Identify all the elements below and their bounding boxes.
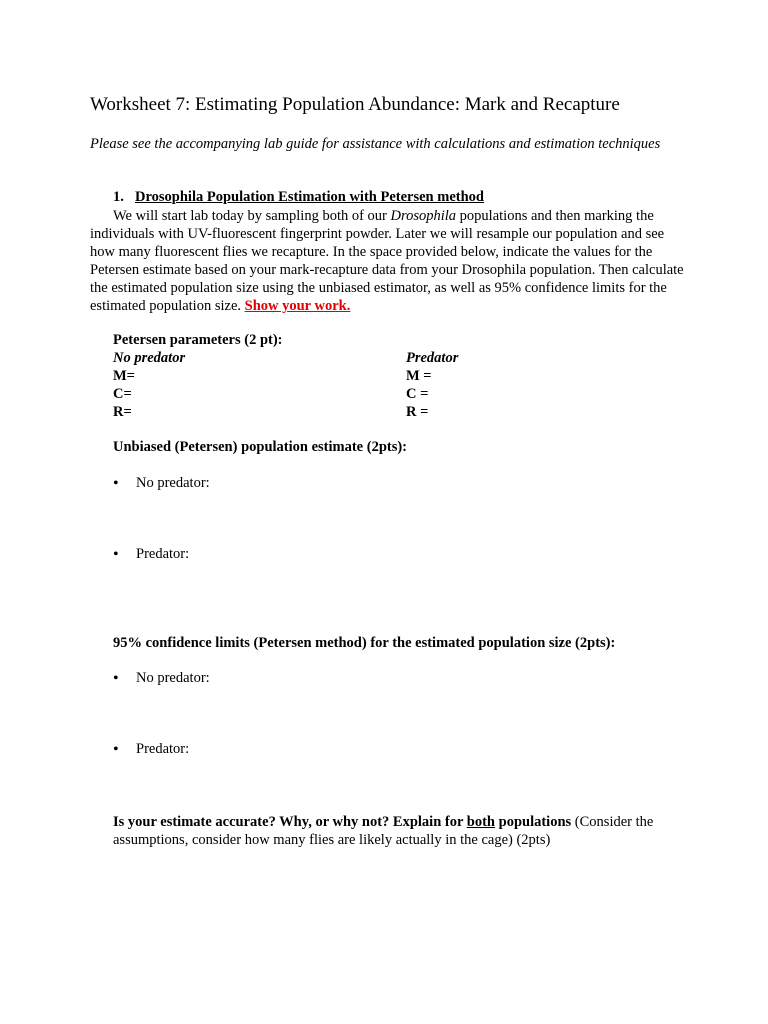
- no-predator-column-heading: No predator: [113, 350, 186, 366]
- item-label: No predator:: [136, 475, 210, 491]
- bullet-icon: •: [113, 670, 119, 687]
- unbiased-estimate-heading: Unbiased (Petersen) population estimate (2pts):: [113, 439, 408, 455]
- accuracy-question: [113, 813, 693, 849]
- instructions-italic: Drosophila: [390, 208, 457, 224]
- accuracy-question-both: both: [466, 814, 495, 830]
- accuracy-question-bold-2: populations: [495, 814, 572, 830]
- item-label: Predator:: [136, 741, 190, 757]
- question-1-heading: [113, 189, 484, 206]
- params-heading: Petersen parameters (2 pt):: [113, 332, 283, 348]
- instructions-text-2: populations and then marking the individuals with UV-fluorescent fingerprint powder. Later we will resample our population and see how many fluorescent flies we recapture. In the space provided below, indicate the values for the Petersen estimate based on your mark-recapture data from your Drosophila population. Then calculate the estimated population size using the unbiased estimator, as well as 95% confidence limits for the estimated population size.: [90, 208, 684, 314]
- item-label: No predator:: [136, 670, 210, 686]
- bullet-icon: •: [113, 475, 119, 492]
- show-work-note: Show your work.: [244, 298, 351, 314]
- bullet-icon: •: [113, 741, 119, 758]
- no-predator-m-field[interactable]: M=: [113, 368, 135, 384]
- no-predator-c-field[interactable]: C=: [113, 386, 132, 402]
- accuracy-question-bold-1: Is your estimate accurate? Why, or why not? Explain for: [113, 814, 467, 830]
- bullet-icon: •: [113, 546, 119, 563]
- item-label: Predator:: [136, 546, 190, 562]
- predator-c-field[interactable]: C =: [406, 386, 429, 402]
- accuracy-question-note: (Consider the assumptions, consider how many flies are likely actually in the cage) (2pts): [113, 814, 654, 848]
- predator-m-field[interactable]: M =: [406, 368, 432, 384]
- no-predator-r-field[interactable]: R=: [113, 404, 132, 420]
- page-title: Worksheet 7: Estimating Population Abundance: Mark and Recapture: [90, 94, 620, 115]
- confidence-limits-heading: 95% confidence limits (Petersen method) for the estimated population size (2pts):: [113, 635, 616, 651]
- instructions-text-1: We will start lab today by sampling both of our: [113, 208, 391, 224]
- intro-note: Please see the accompanying lab guide for assistance with calculations and estimation techniques: [90, 136, 661, 152]
- question-title: Drosophila Population Estimation with Petersen method: [135, 189, 484, 205]
- predator-r-field[interactable]: R =: [406, 404, 429, 420]
- question-number: 1.: [113, 189, 124, 205]
- predator-column-heading: Predator: [406, 350, 459, 366]
- question-1-instructions: [90, 207, 690, 315]
